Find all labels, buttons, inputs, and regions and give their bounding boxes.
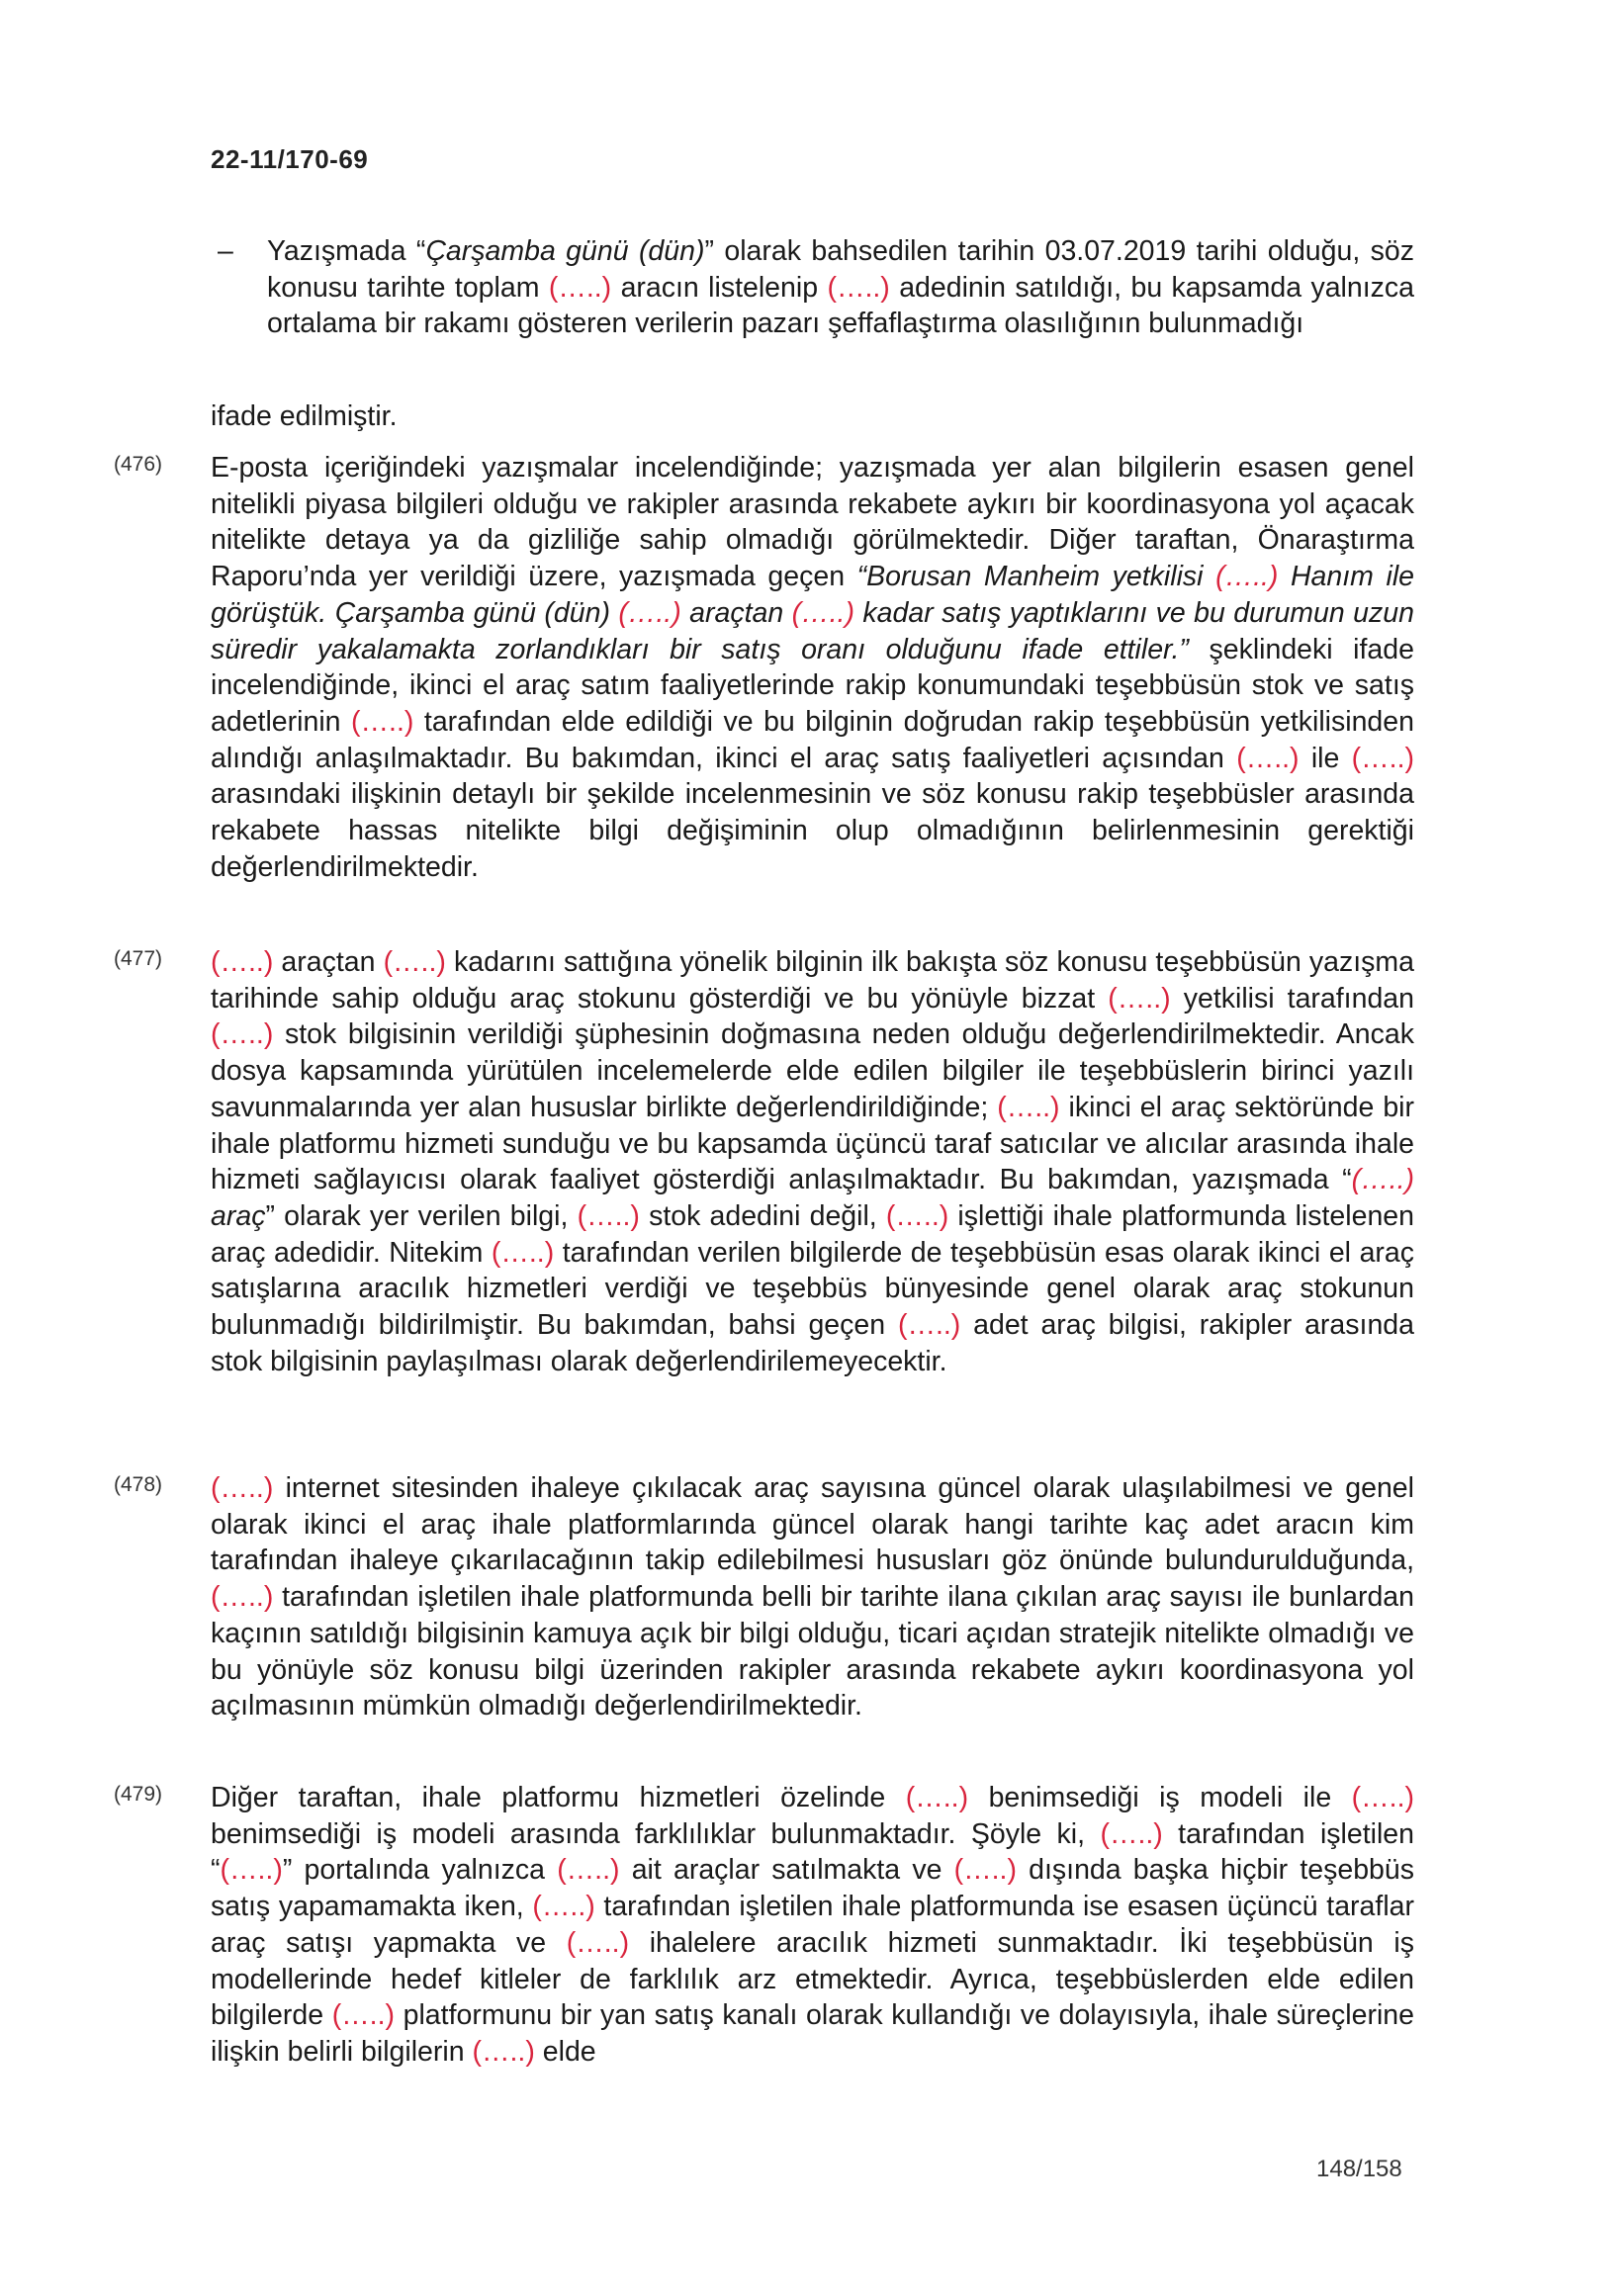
paragraph-477 xyxy=(109,944,1414,1379)
redaction-mark: (…..) xyxy=(548,271,612,304)
text-run: kadarını sattığına yönelik bilginin ilk bakışta söz konusu teşebbüsün yazışma tarihinde sahip olduğu araç stokunu gösterdiği ve bu yönüyle bizzat xyxy=(211,946,1414,1015)
redaction-mark: (…..) xyxy=(211,1581,274,1614)
text-run: araçtan xyxy=(273,946,384,978)
redaction-mark: (…..) xyxy=(557,1854,620,1887)
redaction-mark: (…..) xyxy=(383,946,446,978)
paragraph-text xyxy=(211,944,1414,1379)
text-run: platformunu bir yan satış kanalı olarak kullandığı ve dolayısıyla, ihale süreçlerine ilişkin belirli bilgilerin xyxy=(211,1999,1414,2068)
text-run: ” portalında yalnızca xyxy=(282,1854,558,1887)
text-run: stok bilgisinin verildiği şüphesinin doğmasına neden olduğu değerlendirilmektedir. Ancak dosya kapsamında yürütülen incelemelerde elde edilen bilgiler ile teşebbüslerin birinci yazılı savunmalarında yer alan hususlar birlikte değerlendirildiğinde; xyxy=(211,1018,1414,1123)
text-run: tarafından verilen bilgilerde de teşebbüsün esas olarak ikinci el araç satışlarına aracılık hizmetleri verdiği ve teşebbüs bünyesinde genel olarak araç stokunun bulunmadığı bildirilmiştir. Bu bakımdan, bahsi geçen xyxy=(211,1236,1415,1342)
quoted-phrase: Çarşamba günü (dün) xyxy=(425,235,705,267)
text-run: ikinci el araç sektöründe bir ihale platformu hizmeti sunduğu ve bu kapsamda üçüncü taraf satıcılar ve alıcılar arasında ihale hizmeti sağlayıcısı olarak faaliyet gösterdiği anlaşılmaktadır. Bu bakımdan, yazışmada “ xyxy=(211,1091,1414,1196)
paragraph-text xyxy=(211,1470,1414,1724)
text-run: arasındaki ilişkinin detaylı bir şekilde incelenmesinin ve söz konusu rakip teşebbüsler arasında rekabete hassas nitelikte bilgi değişiminin olup olmadığının belirlenmesinin gerektiği değerlendirilmektedir. xyxy=(211,778,1414,883)
paragraph-number: (479) xyxy=(114,1783,163,1806)
redaction-mark: (…..) xyxy=(566,1926,630,1959)
text-run: tarafından işletilen ihale platformunda belli bir tarihte ilana çıkılan araç sayısı ile bunlardan kaçının satıldığı bilgisinin kamuya açık bir bilgi olduğu, ticari açıdan stratejik nitelikte olmadığı ve bu yönüyle söz konusu bilgi üzerinden rakipler arasında rekabete aykırı koordinasyona yol açılmasının mümkün olmadığı değerlendirilmektedir. xyxy=(211,1581,1414,1722)
redaction-mark: (…..) xyxy=(472,2035,535,2068)
redaction-mark: (…..) xyxy=(491,1236,555,1269)
paragraph-number: (476) xyxy=(114,453,163,476)
text-run: tarafından işletilen “ xyxy=(211,1817,1414,1887)
redaction-mark: (…..) xyxy=(897,1309,961,1342)
text-run: yetkilisi tarafından xyxy=(1170,982,1415,1015)
text-run: dışında başka hiçbir teşebbüs satış yapamamakta iken, xyxy=(211,1854,1414,1923)
redaction-mark: (…..) xyxy=(1108,982,1171,1015)
redaction-mark: (…..) xyxy=(211,946,274,978)
text-run: Diğer taraftan, ihale platformu hizmetleri özelinde xyxy=(211,1782,906,1813)
closing-line: ifade edilmiştir. xyxy=(211,400,398,432)
text-run: benimsediği iş modeli ile xyxy=(968,1782,1352,1813)
text-run: internet sitesinden ihaleye çıkılacak araç sayısına güncel olarak ulaşılabilmesi ve genel olarak ikinci el araç ihale platformlarında güncel olarak hangi tarihte kaç adet aracın kim tarafından ihaleye çıkarılacağının takip edilebilmesi hususları göz önünde bulundurulduğunda, xyxy=(211,1472,1414,1577)
quoted-text: “Borusan Manheim yetkilisi xyxy=(856,561,1216,593)
redaction-mark: (…..) xyxy=(331,1999,396,2032)
redaction-mark: (…..) xyxy=(1100,1817,1163,1850)
text-run: tarafından işletilen ihale platformunda ise esasen üçüncü taraflar araç satışı yapmakta ve xyxy=(211,1891,1414,1959)
text-run: adet araç bilgisi, rakipler arasında stok bilgisinin paylaşılması olarak değerlendirilemeyecektir. xyxy=(211,1309,1414,1377)
page-number: 148/158 xyxy=(1316,2156,1402,2182)
paragraph-text xyxy=(211,450,1414,885)
text-run: ait araçlar satılmakta ve xyxy=(619,1854,954,1887)
bullet-text xyxy=(267,233,1414,342)
quoted-text: Hanım ile görüştük. Çarşamba günü (dün) xyxy=(211,561,1414,629)
text-run: aracın listelenip xyxy=(611,271,828,304)
redaction-mark: (…..) xyxy=(1351,742,1414,774)
redaction-mark: (…..) xyxy=(351,705,414,738)
text-run: elde xyxy=(534,2035,596,2068)
redaction-mark: (…..) xyxy=(618,596,681,629)
text-run: adedinin satıldığı, bu kapsamda yalnızca ortalama bir rakamı gösteren verilerin pazarı şeffaflaştırma olasılığının bulunmadığı xyxy=(267,271,1414,340)
bullet-item xyxy=(218,233,1414,342)
redaction-mark: (…..) xyxy=(211,1472,274,1504)
redaction-mark: (…..) xyxy=(827,271,890,304)
redaction-mark: (…..) xyxy=(791,596,854,629)
text-run: E-posta içeriğindeki yazışmalar incelendiğinde; yazışmada yer alan bilgilerin esasen genel nitelikli piyasa bilgileri olduğu ve rakipler arasında rekabete aykırı bir koordinasyona yol açacak nitelikte detaya ya da gizliliğe sahip olmadığı görülmektedir. Diğer taraftan, Önaraştırma Raporu’nda yer verildiği üzere, yazışmada geçen xyxy=(211,452,1414,593)
redaction-mark: (…..) xyxy=(220,1854,283,1887)
text-run: benimsediği iş modeli arasında farklılıklar bulunmaktadır. Şöyle ki, xyxy=(211,1817,1101,1850)
text-run: işlettiği ihale platformunda listelenen araç adedidir. Nitekim xyxy=(211,1199,1414,1269)
paragraph-text xyxy=(211,1780,1414,2071)
text-run: Yazışmada “ xyxy=(267,235,426,267)
paragraph-476 xyxy=(109,450,1414,885)
paragraph-478 xyxy=(109,1470,1414,1724)
redaction-mark: (…..) xyxy=(577,1199,640,1232)
redaction-mark: (…..) xyxy=(1236,742,1300,774)
text-run: stok adedini değil, xyxy=(639,1199,886,1232)
redaction-mark: (…..) xyxy=(997,1091,1060,1123)
text-run: ihalelere aracılık hizmeti sunmaktadır. İki teşebbüsün iş modellerinde hedef kitleler de farklılık arz etmektedir. Ayrıca, teşebbüslerden elde edilen bilgilerde xyxy=(211,1926,1414,2032)
redaction-mark: (…..) xyxy=(1351,1782,1414,1813)
text-run: ” olarak bahsedilen tarihin 03.07.2019 tarihi olduğu, söz konusu tarihte toplam xyxy=(267,235,1414,304)
document-reference: 22-11/170-69 xyxy=(211,144,369,174)
quoted-text: kadar satış yaptıklarını ve bu durumun uzun süredir yakalamakta zorlandıkları bir satış oranı olduğunu ifade ettiler.” xyxy=(211,596,1414,665)
paragraph-number: (478) xyxy=(114,1473,163,1496)
redaction-mark: (…..) xyxy=(885,1199,949,1232)
redaction-mark: (…..) xyxy=(211,1018,274,1051)
redaction-mark: (…..) xyxy=(532,1891,595,1923)
redaction-mark: (…..) xyxy=(905,1782,969,1813)
text-run: tarafından elde edildiği ve bu bilginin doğrudan rakip teşebbüsün yetkilisinden alındığı anlaşılmaktadır. Bu bakımdan, ikinci el araç satış faaliyetleri açısından xyxy=(211,705,1414,774)
redaction-mark: (…..) xyxy=(1351,1164,1414,1196)
text-run: ” olarak yer verilen bilgi, xyxy=(265,1199,578,1232)
redaction-mark: (…..) xyxy=(953,1854,1017,1887)
paragraph-479 xyxy=(109,1780,1414,2071)
text-run: şeklindeki ifade incelendiğinde, ikinci el araç satım faaliyetlerinde rakip konumundaki teşebbüsün stok ve satış adetlerinin xyxy=(211,633,1414,738)
dash-marker: – xyxy=(218,235,233,267)
quoted-text: araçtan xyxy=(680,596,792,629)
text-run: ile xyxy=(1299,742,1352,774)
quoted-text: araç xyxy=(211,1199,266,1232)
paragraph-number: (477) xyxy=(114,947,163,970)
redaction-mark: (…..) xyxy=(1215,561,1279,593)
